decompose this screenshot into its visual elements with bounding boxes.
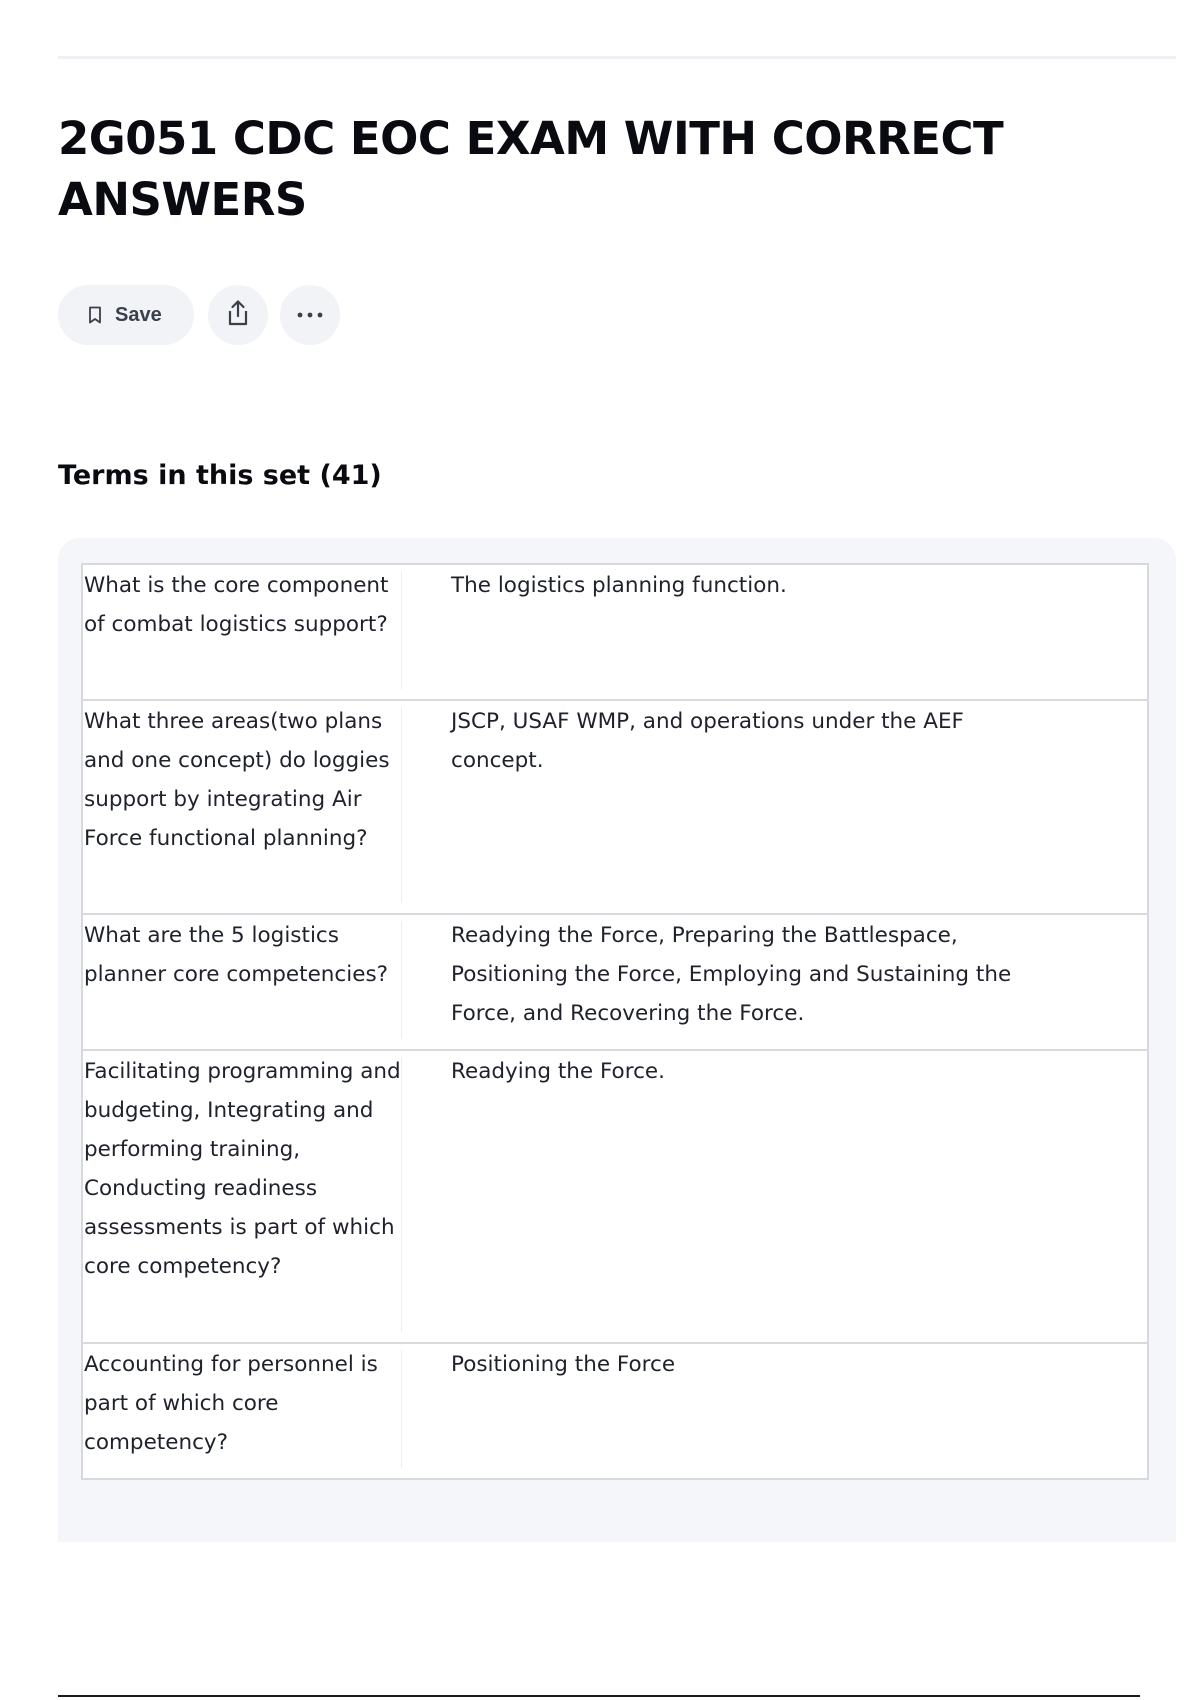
terms-card <box>58 538 1176 1542</box>
save-button-label: Save <box>115 303 162 326</box>
more-options-button[interactable] <box>280 285 340 345</box>
column-divider <box>401 1350 402 1468</box>
term-text: Facilitating programming and budgeting, Integrating and performing training, Conducting readiness assessments is part of which core competency? <box>84 1059 401 1279</box>
term-row[interactable] <box>81 563 1149 701</box>
column-divider <box>401 921 402 1039</box>
definition-text: Positioning the Force <box>451 1352 676 1377</box>
column-divider <box>401 571 402 689</box>
term-row[interactable] <box>81 913 1149 1051</box>
term-row[interactable] <box>81 1049 1149 1344</box>
definition-text: Readying the Force. <box>451 1059 665 1084</box>
term-row[interactable] <box>81 699 1149 915</box>
column-divider <box>401 707 402 903</box>
page-title: 2G051 CDC EOC EXAM WITH CORRECT ANSWERS <box>58 112 1004 226</box>
term-row[interactable] <box>81 1342 1149 1480</box>
top-divider <box>58 56 1176 59</box>
bottom-rule <box>58 1695 1140 1697</box>
definition-text: Readying the Force, Preparing the Battlespace, Positioning the Force, Employing and Sustaining the Force, and Recovering the Force. <box>451 923 1012 1026</box>
save-button[interactable] <box>58 285 194 345</box>
term-text: What are the 5 logistics planner core competencies? <box>84 923 389 987</box>
definition-text: JSCP, USAF WMP, and operations under the AEF concept. <box>451 709 964 773</box>
terms-heading: Terms in this set (41) <box>58 460 382 491</box>
term-text: What is the core component of combat logistics support? <box>84 573 389 637</box>
term-text: Accounting for personnel is part of which core competency? <box>84 1352 378 1455</box>
term-text: What three areas(two plans and one concept) do loggies support by integrating Air Force functional planning? <box>84 709 390 851</box>
share-button[interactable] <box>208 285 268 345</box>
definition-text: The logistics planning function. <box>451 573 787 598</box>
bookmark-icon <box>88 306 102 324</box>
more-icon <box>296 306 324 324</box>
share-icon <box>225 299 251 332</box>
column-divider <box>401 1057 402 1332</box>
action-bar <box>58 285 352 345</box>
